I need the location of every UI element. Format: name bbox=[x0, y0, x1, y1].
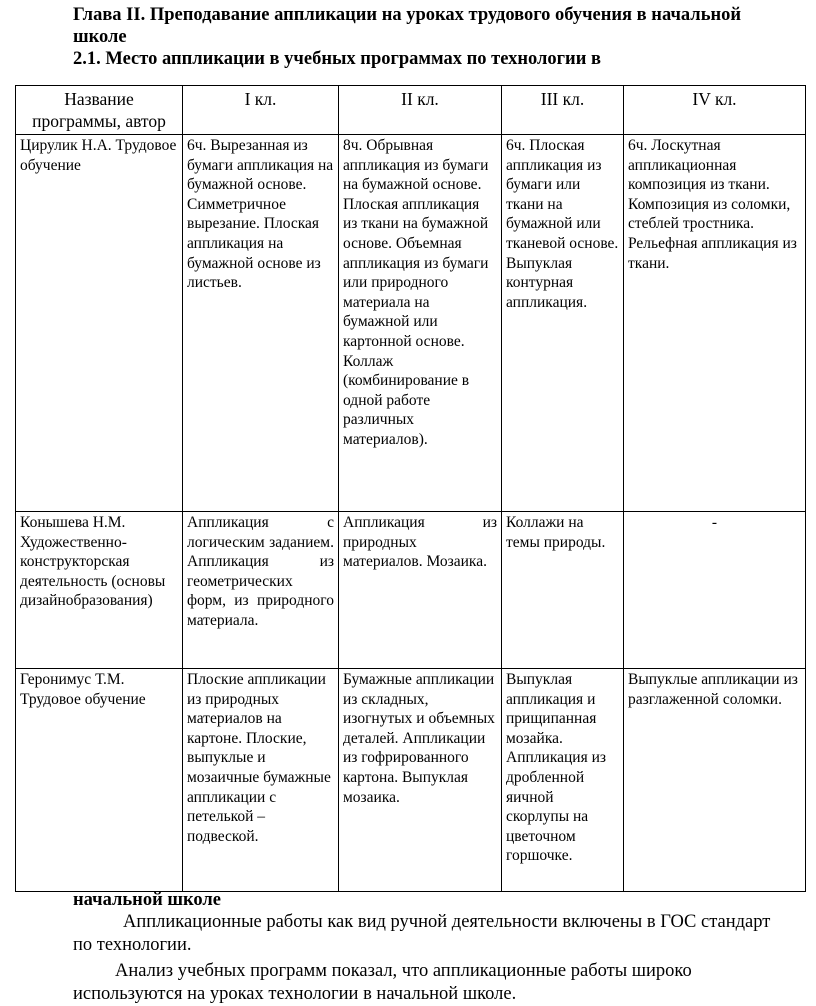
column-header-program: Название программы, автор bbox=[16, 86, 183, 135]
grade-2-cell: Аппликация из природных материалов. Мозаика. bbox=[339, 512, 502, 669]
program-cell: Конышева Н.М. Художественно-конструкторская деятельность (основы дизайнобразования) bbox=[16, 512, 183, 669]
column-header-grade-4: IV кл. bbox=[624, 86, 806, 135]
section-title: 2.1. Место аппликации в учебных программах по технологии в bbox=[73, 49, 601, 69]
column-header-grade-1: I кл. bbox=[183, 86, 339, 135]
grade-1-cell: 6ч. Вырезанная из бумаги аппликация на бумажной основе. Симметричное вырезание. Плоская аппликация на бумажной основе из листьев. bbox=[183, 135, 339, 512]
table-row bbox=[16, 669, 806, 892]
grade-4-cell: - bbox=[624, 512, 806, 669]
grade-3-cell: Выпуклая аппликация и прищипанная мозайка. Аппликация из дробленной яичной скорлупы на цветочном горшочке. bbox=[502, 669, 624, 892]
table-row bbox=[16, 512, 806, 669]
program-cell: Геронимус Т.М. Трудовое обучение bbox=[16, 669, 183, 892]
table-row bbox=[16, 135, 806, 512]
program-cell: Цирулик Н.А. Трудовое обучение bbox=[16, 135, 183, 512]
curriculum-table bbox=[15, 85, 806, 892]
column-header-grade-3: III кл. bbox=[502, 86, 624, 135]
grade-1-cell: Плоские аппликации из природных материалов на картоне. Плоские, выпуклые и мозаичные бумажные аппликации с петелькой – подвеской. bbox=[183, 669, 339, 892]
grade-4-cell: 6ч. Лоскутная аппликационная композиция из ткани. Композиция из соломки, стеблей тростника. Рельефная аппликация из ткани. bbox=[624, 135, 806, 512]
section-title-continuation: начальной школе bbox=[73, 890, 221, 910]
grade-3-cell: Коллажи на темы природы. bbox=[502, 512, 624, 669]
grade-3-cell: 6ч. Плоская аппликация из бумаги или ткани на бумажной или тканевой основе. Выпуклая контурная аппликация. bbox=[502, 135, 624, 512]
grade-4-cell: Выпуклые аппликации из разглаженной соломки. bbox=[624, 669, 806, 892]
body-paragraph: Аппликационные работы как вид ручной деятельности включены в ГОС стандарт по технологии. bbox=[73, 912, 771, 955]
column-header-grade-2: II кл. bbox=[339, 86, 502, 135]
grade-1-cell: Аппликация с логическим заданием. Аппликация из геометрических форм, из природного материала. bbox=[183, 512, 339, 669]
body-paragraph: Анализ учебных программ показал, что аппликационные работы широко используются на уроках технологии в начальной школе. bbox=[73, 961, 692, 1004]
table-header-row bbox=[16, 86, 806, 135]
grade-2-cell: Бумажные аппликации из складных, изогнутых и объемных деталей. Аппликации из гофрированного картона. Выпуклая мозаика. bbox=[339, 669, 502, 892]
chapter-title: Глава II. Преподавание аппликации на уроках трудового обучения в начальной школе bbox=[73, 5, 742, 47]
grade-2-cell: 8ч. Обрывная аппликация из бумаги на бумажной основе. Плоская аппликация из ткани на бумажной основе. Объемная аппликация из бумаги или природного материала на бумажной или картонной основе. Коллаж (комбинирование в одной работе различных материалов). bbox=[339, 135, 502, 512]
